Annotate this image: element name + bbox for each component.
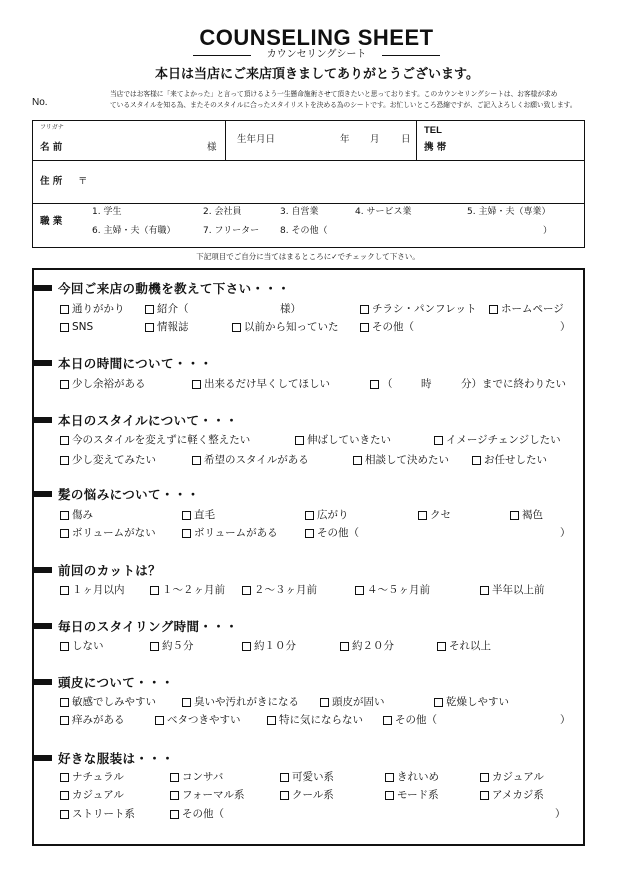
checkbox[interactable]	[510, 511, 519, 520]
question-heading	[33, 751, 174, 765]
question-heading	[33, 281, 290, 295]
check-instruction: 下記項目でご自分に当てはまるところに✓でチェックして下さい。	[196, 252, 420, 261]
occupation-part-timer[interactable]: 7. フリーター	[203, 226, 260, 236]
checkbox[interactable]	[60, 305, 69, 314]
checkbox[interactable]	[340, 642, 349, 651]
option-walk-by[interactable]	[60, 303, 125, 315]
option-label: それ以上	[449, 639, 491, 652]
option-label: その他（	[182, 807, 224, 820]
option-cute[interactable]	[280, 771, 334, 783]
checkbox[interactable]	[192, 380, 201, 389]
question-heading	[33, 619, 238, 633]
checkbox[interactable]	[182, 529, 191, 538]
option-no-concern[interactable]	[267, 714, 363, 726]
option-label: カジュアル	[492, 770, 544, 783]
option-straight-hair[interactable]	[182, 509, 215, 521]
option-label: 紹介（	[157, 302, 189, 315]
furigana-label: フリガナ	[40, 124, 64, 131]
sheet-number-label: No.	[32, 97, 48, 108]
question-title: 毎日のスタイリング時間・・・	[58, 619, 239, 634]
option-label: 直毛	[194, 508, 215, 521]
option-label: ４～５ヶ月前	[367, 583, 430, 596]
checkbox[interactable]	[434, 436, 443, 445]
option-some-time[interactable]	[60, 378, 146, 390]
occupation-self-employed[interactable]: 3. 自営業	[280, 207, 319, 217]
checkbox[interactable]	[267, 716, 276, 725]
option-label: 可愛い系	[292, 770, 334, 783]
name-label: 名 前	[40, 142, 63, 153]
checkbox[interactable]	[150, 642, 159, 651]
option-low-volume[interactable]	[60, 527, 156, 539]
checkbox[interactable]	[60, 642, 69, 651]
checkbox[interactable]	[60, 456, 69, 465]
question-heading	[33, 413, 238, 427]
heading-bar-marker	[33, 417, 52, 423]
option-label: フォーマル系	[182, 788, 245, 801]
option-flyer-pamphlet[interactable]	[360, 303, 476, 315]
checkbox[interactable]	[182, 698, 191, 707]
option-frizz[interactable]	[305, 509, 349, 521]
checkbox[interactable]	[434, 698, 443, 707]
option-casual[interactable]	[480, 771, 544, 783]
option-cool[interactable]	[280, 789, 334, 801]
option-label: 少し余裕がある	[72, 377, 146, 390]
option-conservative[interactable]	[170, 771, 223, 783]
option-label: コンサバ	[182, 770, 224, 783]
heading-bar-marker	[33, 360, 52, 366]
day-label: 日	[401, 134, 411, 145]
option-leave-to-stylist[interactable]	[472, 454, 547, 466]
option-grow-out[interactable]	[295, 434, 391, 446]
option-label: イメージチェンジしたい	[446, 433, 561, 446]
option-stiff-scalp[interactable]	[320, 696, 385, 708]
option-slight-change[interactable]	[60, 454, 156, 466]
option-label: 傷み	[72, 508, 93, 521]
question-title: 前回のカットは？	[58, 563, 162, 578]
postal-mark: 〒	[78, 176, 88, 187]
option-label: 痒みがある	[72, 713, 125, 726]
question-heading	[33, 675, 174, 689]
option-label: ボリュームがある	[194, 526, 278, 539]
option-homepage[interactable]	[489, 303, 564, 315]
option-brown[interactable]	[510, 509, 543, 521]
option-other[interactable]	[170, 808, 224, 820]
subtitle-left-rule	[193, 55, 251, 56]
checkbox[interactable]	[150, 586, 159, 595]
birthdate-label: 生年月日	[237, 134, 276, 145]
other-close: ）	[560, 320, 571, 333]
heading-bar-marker	[33, 285, 52, 291]
mobile-label: 携 帯	[424, 142, 447, 153]
subtitle-right-rule	[382, 55, 440, 56]
option-label: 少し変えてみたい	[72, 453, 156, 466]
option-magazine[interactable]	[145, 321, 189, 333]
checkbox[interactable]	[305, 511, 314, 520]
checkbox[interactable]	[280, 791, 289, 800]
checkbox[interactable]	[60, 529, 69, 538]
option-more[interactable]	[437, 640, 491, 652]
option-label: 希望のスタイルがある	[204, 453, 309, 466]
checkbox[interactable]	[480, 773, 489, 782]
option-label: １～２ヶ月前	[162, 583, 225, 596]
option-label: その他（	[395, 713, 437, 726]
checkbox[interactable]	[182, 511, 191, 520]
option-label: 頭皮が固い	[332, 695, 385, 708]
option-label: 半年以上前	[492, 583, 545, 596]
tel-label: TEL	[424, 125, 442, 136]
option-label: ナチュラル	[72, 770, 124, 783]
option-label: 相談して決めたい	[365, 453, 449, 466]
option-label: 情報誌	[157, 320, 189, 333]
checkbox[interactable]	[60, 511, 69, 520]
checkbox[interactable]	[170, 791, 179, 800]
checkbox[interactable]	[170, 773, 179, 782]
option-dry[interactable]	[434, 696, 509, 708]
occupation-homemaker-full-time[interactable]: 5. 主婦・夫（専業）	[467, 207, 551, 217]
checkbox[interactable]	[385, 773, 394, 782]
checkbox[interactable]	[418, 511, 427, 520]
occupation-label: 職 業	[40, 216, 63, 227]
checkbox[interactable]	[60, 810, 69, 819]
option-label: ボリュームがない	[72, 526, 156, 539]
checkbox[interactable]	[232, 323, 241, 332]
option-label: クセ	[430, 508, 451, 521]
option-label: 伸ばしていきたい	[307, 433, 391, 446]
checkbox[interactable]	[60, 436, 69, 445]
option-label: 臭いや汚れがきになる	[194, 695, 299, 708]
option-label: アメカジ系	[492, 788, 544, 801]
honorific-label: 様	[207, 142, 217, 153]
option-curl[interactable]	[418, 509, 451, 521]
option-knew-before[interactable]	[232, 321, 339, 333]
question-heading	[33, 487, 200, 501]
occupation-other-close: ）	[543, 226, 553, 236]
checkbox[interactable]	[60, 323, 69, 332]
checkbox[interactable]	[242, 586, 251, 595]
row-divider	[32, 160, 585, 161]
year-label: 年	[340, 134, 350, 145]
option-label: 乾燥しやすい	[446, 695, 509, 708]
option-other[interactable]	[383, 714, 437, 726]
option-20-min[interactable]	[340, 640, 394, 652]
checkbox[interactable]	[489, 305, 498, 314]
checkbox[interactable]	[383, 716, 392, 725]
checkbox[interactable]	[480, 791, 489, 800]
option-label: 約１０分	[254, 639, 296, 652]
heading-bar-marker	[33, 491, 52, 497]
option-label: お任せしたい	[484, 453, 547, 466]
checkbox[interactable]	[155, 716, 164, 725]
option-label: 今のスタイルを変えずに軽く整えたい	[72, 433, 251, 446]
checkbox[interactable]	[480, 586, 489, 595]
checkbox[interactable]	[170, 810, 179, 819]
option-other[interactable]	[360, 321, 414, 333]
option-label: （	[382, 377, 393, 390]
month-label: 月	[370, 134, 380, 145]
intro-text-line-2: ているスタイルを知る為、またそのスタイルに合ったスタイリストを決める為のシートです。お忙しいところ恐縮ですが、ご記入よろしくお願い致します。	[110, 101, 577, 109]
question-heading	[33, 563, 161, 577]
checkbox[interactable]	[60, 716, 69, 725]
column-divider	[416, 120, 417, 160]
checkbox[interactable]	[242, 642, 251, 651]
option-label: 広がり	[317, 508, 349, 521]
hour-label: 時	[421, 377, 432, 390]
option-neat[interactable]	[385, 771, 439, 783]
checkbox[interactable]	[60, 586, 69, 595]
occupation-student[interactable]: 1. 学生	[92, 207, 122, 217]
option-natural[interactable]	[60, 771, 124, 783]
option-label: きれいめ	[397, 770, 439, 783]
checkbox[interactable]	[280, 773, 289, 782]
option-american-casual[interactable]	[480, 789, 544, 801]
option-referral[interactable]	[145, 303, 189, 315]
option-label: ベタつきやすい	[167, 713, 241, 726]
finish-suffix: 分）までに終わりたい	[461, 377, 566, 390]
sheet-subtitle: カウンセリングシート	[266, 49, 367, 60]
option-label: 褐色	[522, 508, 543, 521]
checkbox[interactable]	[320, 698, 329, 707]
heading-bar-marker	[33, 755, 52, 761]
option-high-volume[interactable]	[182, 527, 278, 539]
option-label: 通りがかり	[72, 302, 125, 315]
heading-bar-marker	[33, 623, 52, 629]
checkbox[interactable]	[145, 323, 154, 332]
question-title: 好きな服装は・・・	[58, 751, 175, 766]
option-damage[interactable]	[60, 509, 93, 521]
option-label: カジュアル	[72, 788, 124, 801]
option-label: 出来るだけ早くしてほしい	[204, 377, 330, 390]
option-none[interactable]	[60, 640, 104, 652]
checkbox[interactable]	[305, 529, 314, 538]
option-odor-dirt[interactable]	[182, 696, 299, 708]
checkbox[interactable]	[437, 642, 446, 651]
question-heading	[33, 356, 213, 370]
option-label: ストリート系	[72, 807, 135, 820]
checkbox[interactable]	[192, 456, 201, 465]
occupation-office-worker[interactable]: 2. 会社員	[203, 207, 242, 217]
option-formal[interactable]	[170, 789, 244, 801]
option-label: その他（	[317, 526, 359, 539]
option-as-fast-as-possible[interactable]	[192, 378, 330, 390]
other-close: ）	[560, 526, 571, 539]
checkbox[interactable]	[355, 586, 364, 595]
option-label: 約５分	[162, 639, 194, 652]
option-other[interactable]	[305, 527, 359, 539]
checkbox[interactable]	[60, 791, 69, 800]
checkbox[interactable]	[60, 698, 69, 707]
option-1-2-months[interactable]	[150, 584, 225, 596]
option-street[interactable]	[60, 808, 135, 820]
option-label: しない	[72, 639, 104, 652]
option-5-min[interactable]	[150, 640, 194, 652]
heading-bar-marker	[33, 679, 52, 685]
occupation-service[interactable]: 4. サービス業	[355, 207, 412, 217]
occupation-homemaker-employed[interactable]: 6. 主婦・夫（有職）	[92, 226, 176, 236]
option-oily[interactable]	[155, 714, 241, 726]
option-have-desired-style[interactable]	[192, 454, 309, 466]
question-title: 髪の悩みについて・・・	[58, 487, 200, 502]
option-label: モード系	[397, 788, 439, 801]
greeting-text: 本日は当店にご来店頂きましてありがとうございます。	[155, 67, 479, 82]
checkbox[interactable]	[385, 791, 394, 800]
checkbox[interactable]	[60, 773, 69, 782]
row-divider	[32, 203, 585, 204]
checkbox[interactable]	[145, 305, 154, 314]
other-close: ）	[555, 807, 566, 820]
option-label: ２～３ヶ月前	[254, 583, 317, 596]
question-title: 本日の時間について・・・	[58, 356, 213, 371]
checkbox[interactable]	[295, 436, 304, 445]
option-mode[interactable]	[385, 789, 439, 801]
occupation-other[interactable]: 8. その他（	[280, 226, 328, 236]
option-label: １ヶ月以内	[72, 583, 125, 596]
question-title: 本日のスタイルについて・・・	[58, 413, 239, 428]
address-label: 住 所	[40, 176, 63, 187]
checkbox[interactable]	[360, 323, 369, 332]
option-2-3-months[interactable]	[242, 584, 317, 596]
option-sensitive[interactable]	[60, 696, 156, 708]
checkbox[interactable]	[472, 456, 481, 465]
option-label: 敏感でしみやすい	[72, 695, 156, 708]
checkbox[interactable]	[360, 305, 369, 314]
option-label: ホームページ	[501, 302, 564, 315]
option-label: 約２０分	[352, 639, 394, 652]
checkbox[interactable]	[370, 380, 379, 389]
option-consult[interactable]	[353, 454, 449, 466]
other-close: ）	[560, 713, 571, 726]
option-label: その他（	[372, 320, 414, 333]
heading-bar-marker	[33, 567, 52, 573]
option-finish-by-time[interactable]	[370, 378, 393, 390]
checkbox[interactable]	[353, 456, 362, 465]
option-label: クール系	[292, 788, 334, 801]
option-label: 特に気にならない	[279, 713, 363, 726]
option-light-trim[interactable]	[60, 434, 250, 446]
question-title: 頭皮について・・・	[58, 675, 174, 690]
option-over-half-year[interactable]	[480, 584, 545, 596]
option-label: SNS	[72, 320, 94, 333]
referral-suffix: 様）	[280, 302, 301, 315]
question-title: 今回ご来店の動機を教えて下さい・・・	[58, 281, 291, 296]
option-image-change[interactable]	[434, 434, 561, 446]
option-label: チラシ・パンフレット	[372, 302, 477, 315]
checkbox[interactable]	[60, 380, 69, 389]
option-itchy[interactable]	[60, 714, 125, 726]
option-casual-2[interactable]	[60, 789, 124, 801]
option-4-5-months[interactable]	[355, 584, 430, 596]
option-10-min[interactable]	[242, 640, 296, 652]
option-sns[interactable]	[60, 321, 93, 333]
option-within-1-month[interactable]	[60, 584, 125, 596]
option-label: 以前から知っていた	[244, 320, 339, 333]
column-divider	[225, 120, 226, 160]
intro-text-line-1: 当店ではお客様に「来てよかった」と言って頂けるよう一生懸命施術させて頂きたいと思っております。このカウンセリングシートは、お客様が求め	[110, 90, 558, 98]
sheet-title: COUNSELING SHEET	[199, 25, 434, 50]
